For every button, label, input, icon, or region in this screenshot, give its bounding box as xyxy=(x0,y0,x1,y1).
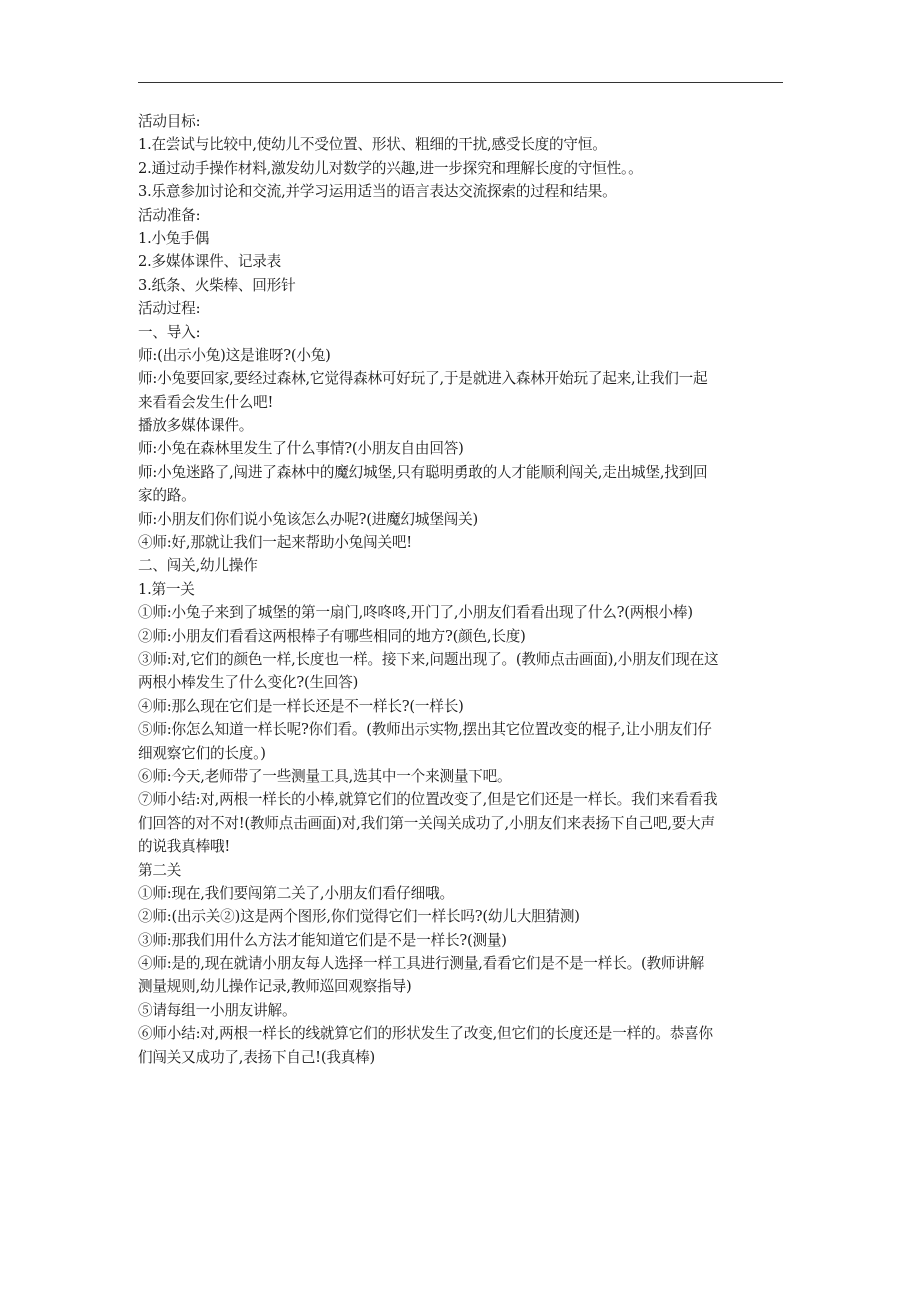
paragraph-line: 师:小兔要回家,要经过森林,它觉得森林可好玩了,于是就进入森林开始玩了起来,让我们一起 xyxy=(138,370,708,388)
preparation-item-1: 1.小兔手偶 xyxy=(138,229,210,247)
paragraph-line: ⑦师小结:对,两根一样长的小棒,就算它们的位置改变了,但是它们还是一样长。我们来看看我 xyxy=(138,791,718,809)
section-heading-process: 活动过程: xyxy=(138,300,201,318)
paragraph-line: ③师:那我们用什么方法才能知道它们是不是一样长?(测量) xyxy=(138,931,507,949)
paragraph-line: ④师:那么现在它们是一样长还是不一样长?(一样长) xyxy=(138,697,464,715)
goal-item-2: 2.通过动手操作材料,激发幼儿对数学的兴趣,进一步探究和理解长度的守恒性。。 xyxy=(138,159,643,177)
paragraph-line: 细观察它们的长度。) xyxy=(138,744,266,762)
paragraph-line: ①师:小兔子来到了城堡的第一扇门,咚咚咚,开门了,小朋友们看看出现了什么?(两根小棒) xyxy=(138,604,693,622)
paragraph-line: 师:小兔迷路了,闯进了森林中的魔幻城堡,只有聪明勇敢的人才能顺利闯关,走出城堡,找到回 xyxy=(138,463,708,481)
paragraph-line: ①师:现在,我们要闯第二关了,小朋友们看仔细哦。 xyxy=(138,884,454,902)
subsection-challenge: 二、闯关,幼儿操作 xyxy=(138,557,258,575)
paragraph-line: ④师:好,那就让我们一起来帮助小兔闯关吧! xyxy=(138,534,412,552)
paragraph-line: 们闯关又成功了,表扬下自己!(我真棒) xyxy=(138,1048,375,1066)
goal-item-3: 3.乐意参加讨论和交流,并学习运用适当的语言表达交流探索的过程和结果。 xyxy=(138,183,617,201)
preparation-item-2: 2.多媒体课件、记录表 xyxy=(138,253,282,271)
paragraph-line: 测量规则,幼儿操作记录,教师巡回观察指导) xyxy=(138,978,412,996)
paragraph-line: 们回答的对不对!(教师点击画面)对,我们第一关闯关成功了,小朋友们来表扬下自己吧,要大声 xyxy=(138,814,715,832)
paragraph-line: ②师:(出示关②)这是两个图形,你们觉得它们一样长吗?(幼儿大胆猜测) xyxy=(138,908,580,926)
level-heading-1: 1.第一关 xyxy=(138,580,195,598)
paragraph-line: 的说我真棒哦! xyxy=(138,838,231,856)
paragraph-line: ⑤师:你怎么知道一样长呢?你们看。(教师出示实物,摆出其它位置改变的棍子,让小朋友们仔 xyxy=(138,721,712,739)
level-heading-2: 第二关 xyxy=(138,861,182,879)
paragraph-line: ③师:对,它们的颜色一样,长度也一样。接下来,问题出现了。(教师点击画面),小朋友们现在这 xyxy=(138,650,719,668)
paragraph-line: 师:小兔在森林里发生了什么事情?(小朋友自由回答) xyxy=(138,440,464,458)
header-rule xyxy=(138,82,783,83)
paragraph-line: 师:小朋友们你们说小兔该怎么办呢?(进魔幻城堡闯关) xyxy=(138,510,478,528)
paragraph-line: ②师:小朋友们看看这两根棒子有哪些相同的地方?(颜色,长度) xyxy=(138,627,526,645)
subsection-intro: 一、导入: xyxy=(138,323,201,341)
paragraph-line: 家的路。 xyxy=(138,487,196,505)
paragraph-line: ④师:是的,现在就请小朋友每人选择一样工具进行测量,看看它们是不是一样长。(教师讲解 xyxy=(138,955,705,973)
paragraph-line: 两根小棒发生了什么变化?(生回答) xyxy=(138,674,359,692)
paragraph-line: 师:(出示小兔)这是谁呀?(小兔) xyxy=(138,346,331,364)
goal-item-1: 1.在尝试与比较中,使幼儿不受位置、形状、粗细的干扰,感受长度的守恒。 xyxy=(138,136,607,154)
section-heading-goals: 活动目标: xyxy=(138,113,201,130)
paragraph-line: ⑤请每组一小朋友讲解。 xyxy=(138,1001,297,1019)
paragraph-line: ⑥师小结:对,两根一样长的线就算它们的形状发生了改变,但它们的长度还是一样的。恭喜你 xyxy=(138,1025,713,1043)
paragraph-line: ⑥师:今天,老师带了一些测量工具,选其中一个来测量下吧。 xyxy=(138,767,512,785)
section-heading-preparation: 活动准备: xyxy=(138,206,201,224)
preparation-item-3: 3.纸条、火柴棒、回形针 xyxy=(138,276,296,294)
paragraph-line: 播放多媒体课件。 xyxy=(138,417,254,435)
document-body xyxy=(138,110,788,1069)
paragraph-line: 来看看会发生什么吧! xyxy=(138,393,274,411)
